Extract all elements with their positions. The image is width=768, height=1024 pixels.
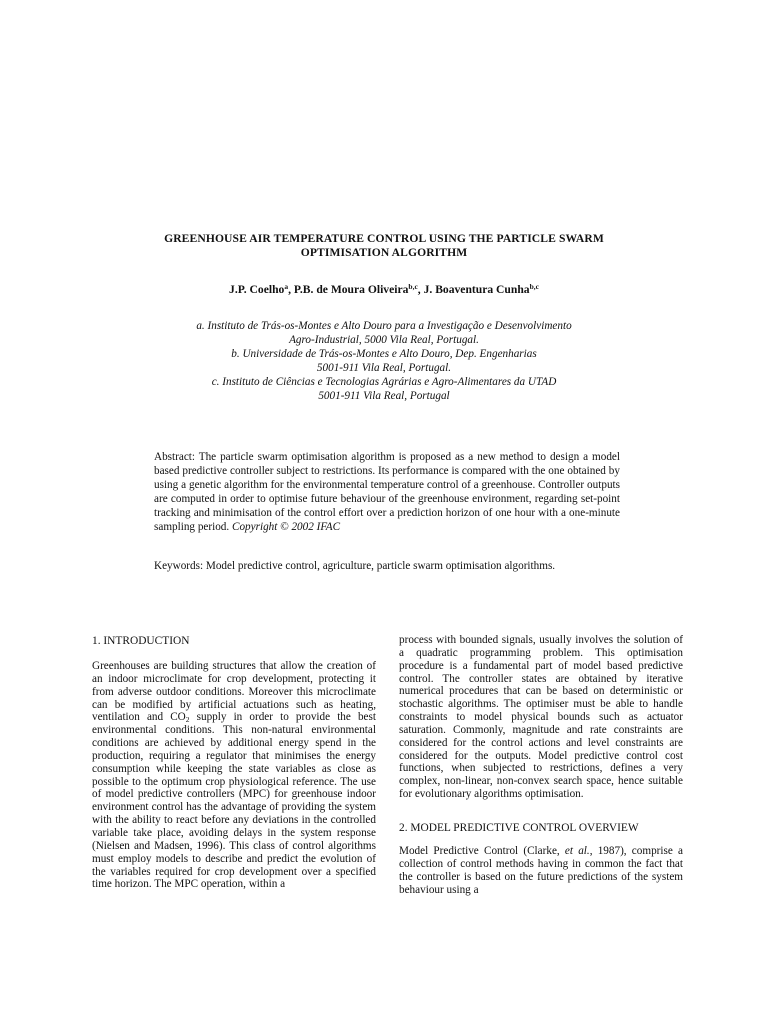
- author-affiliation-mark: b,c: [529, 282, 539, 291]
- right-column: [399, 634, 683, 896]
- abstract-text: Abstract: The particle swarm optimisation algorithm is proposed as a new method to design a model based predictive controller subject to restrictions. Its performance is compared with the one obtained by using a genetic algorithm for the environmental temperature control of a greenhouse. Controller outputs are computed in order to optimise future behaviour of the greenhouse environment, regarding set-point tracking and minimisation of the control effort over a prediction horizon of one hour with a one-minute sampling period.: [154, 451, 620, 534]
- paragraph-text: , 1987), comprise a collection of control methods having in common the fact that the controller is based on the future predictions of the system behaviour using a: [399, 844, 683, 896]
- author-affiliation-mark: b,c: [408, 282, 418, 291]
- section-heading-introduction: 1. INTRODUCTION: [92, 635, 190, 647]
- abstract-copyright: Copyright © 2002 IFAC: [232, 521, 341, 534]
- author-separator: ,: [288, 283, 294, 296]
- keywords: Keywords: Model predictive control, agriculture, particle swarm optimisation algorithms.: [154, 560, 556, 572]
- abstract: [154, 450, 620, 535]
- affiliation-line: Agro-Industrial, 5000 Vila Real, Portugal.: [289, 334, 479, 347]
- left-column: [92, 634, 376, 891]
- title-line-1: GREENHOUSE AIR TEMPERATURE CONTROL USING THE PARTICLE SWARM: [164, 232, 604, 245]
- author-name: J. Boaventura Cunha: [423, 283, 530, 296]
- author-name: P.B. de Moura Oliveira: [293, 283, 409, 296]
- affiliation-line: a. Instituto de Trás-os-Montes e Alto Douro para a Investigação e Desenvolvimento: [196, 320, 572, 332]
- affiliation-line: 5001-911 Vila Real, Portugal.: [316, 362, 452, 375]
- paragraph-text: Model Predictive Control (Clarke,: [399, 844, 565, 857]
- body-paragraph: [399, 845, 683, 896]
- body-paragraph: process with bounded signals, usually involves the solution of a quadratic programming problem. This optimisation procedure is a fundamental part of model based predictive control. The controller states are obtained by iterative numerical procedures that can be based on deterministic or stochastic algorithms. The optimiser must be able to handle constraints to model physical bounds such as actuator saturation. Commonly, magnitude and rate constraints are considered for the control actions and level constraints are considered for the outputs. Model predictive control cost functions, when subjected to restrictions, defines a very complex, non-linear, non-convex search space, hence suitable for evolutionary algorithms optimisation.: [399, 634, 683, 801]
- paper-title: [92, 232, 676, 260]
- paragraph-text: supply in order to provide the best environmental conditions. This non-natural environmental conditions are achieved by additional energy spend in the production, requiring a regulator that minimises the energy consumption while keeping the state variables as close as possible to the optimum crop physiological reference. The use of model predictive controllers (MPC) for greenhouse indoor environment control has the advantage of providing the system with the ability to react before any deviations in the controlled variable take place, avoiding delays in the system response (Nielsen and Madsen, 1996). This class of control algorithms must employ models to describe and predict the evolution of the variables required for crop development over a specified time horizon. The MPC operation, within a: [92, 711, 376, 891]
- affiliation-line: c. Instituto de Ciências e Tecnologias Agrárias e Agro-Alimentares da UTAD: [211, 376, 557, 389]
- author-separator: ,: [417, 283, 424, 296]
- paragraph-text: Greenhouses are building structures that allow the creation of an indoor microclimate for crop development, protecting it from adverse outdoor conditions. Moreover this microclimate can be modified by artificial actuations such as heating, ventilation and CO: [92, 660, 376, 724]
- affiliation-line: b. Universidade de Trás-os-Montes e Alto Douro, Dep. Engenharias: [231, 348, 537, 361]
- citation-etal: et al.: [564, 844, 590, 857]
- affiliations: [92, 319, 676, 404]
- subscript: 2: [185, 715, 190, 725]
- section-heading-mpc-overview: 2. MODEL PREDICTIVE CONTROL OVERVIEW: [399, 821, 639, 834]
- title-line-2: OPTIMISATION ALGORITHM: [300, 246, 468, 259]
- affiliation-line: 5001-911 Vila Real, Portugal: [318, 390, 450, 403]
- body-paragraph: [92, 660, 376, 891]
- author-list: [92, 283, 676, 297]
- author-affiliation-mark: a: [284, 282, 289, 291]
- author-name: J.P. Coelho: [229, 283, 285, 296]
